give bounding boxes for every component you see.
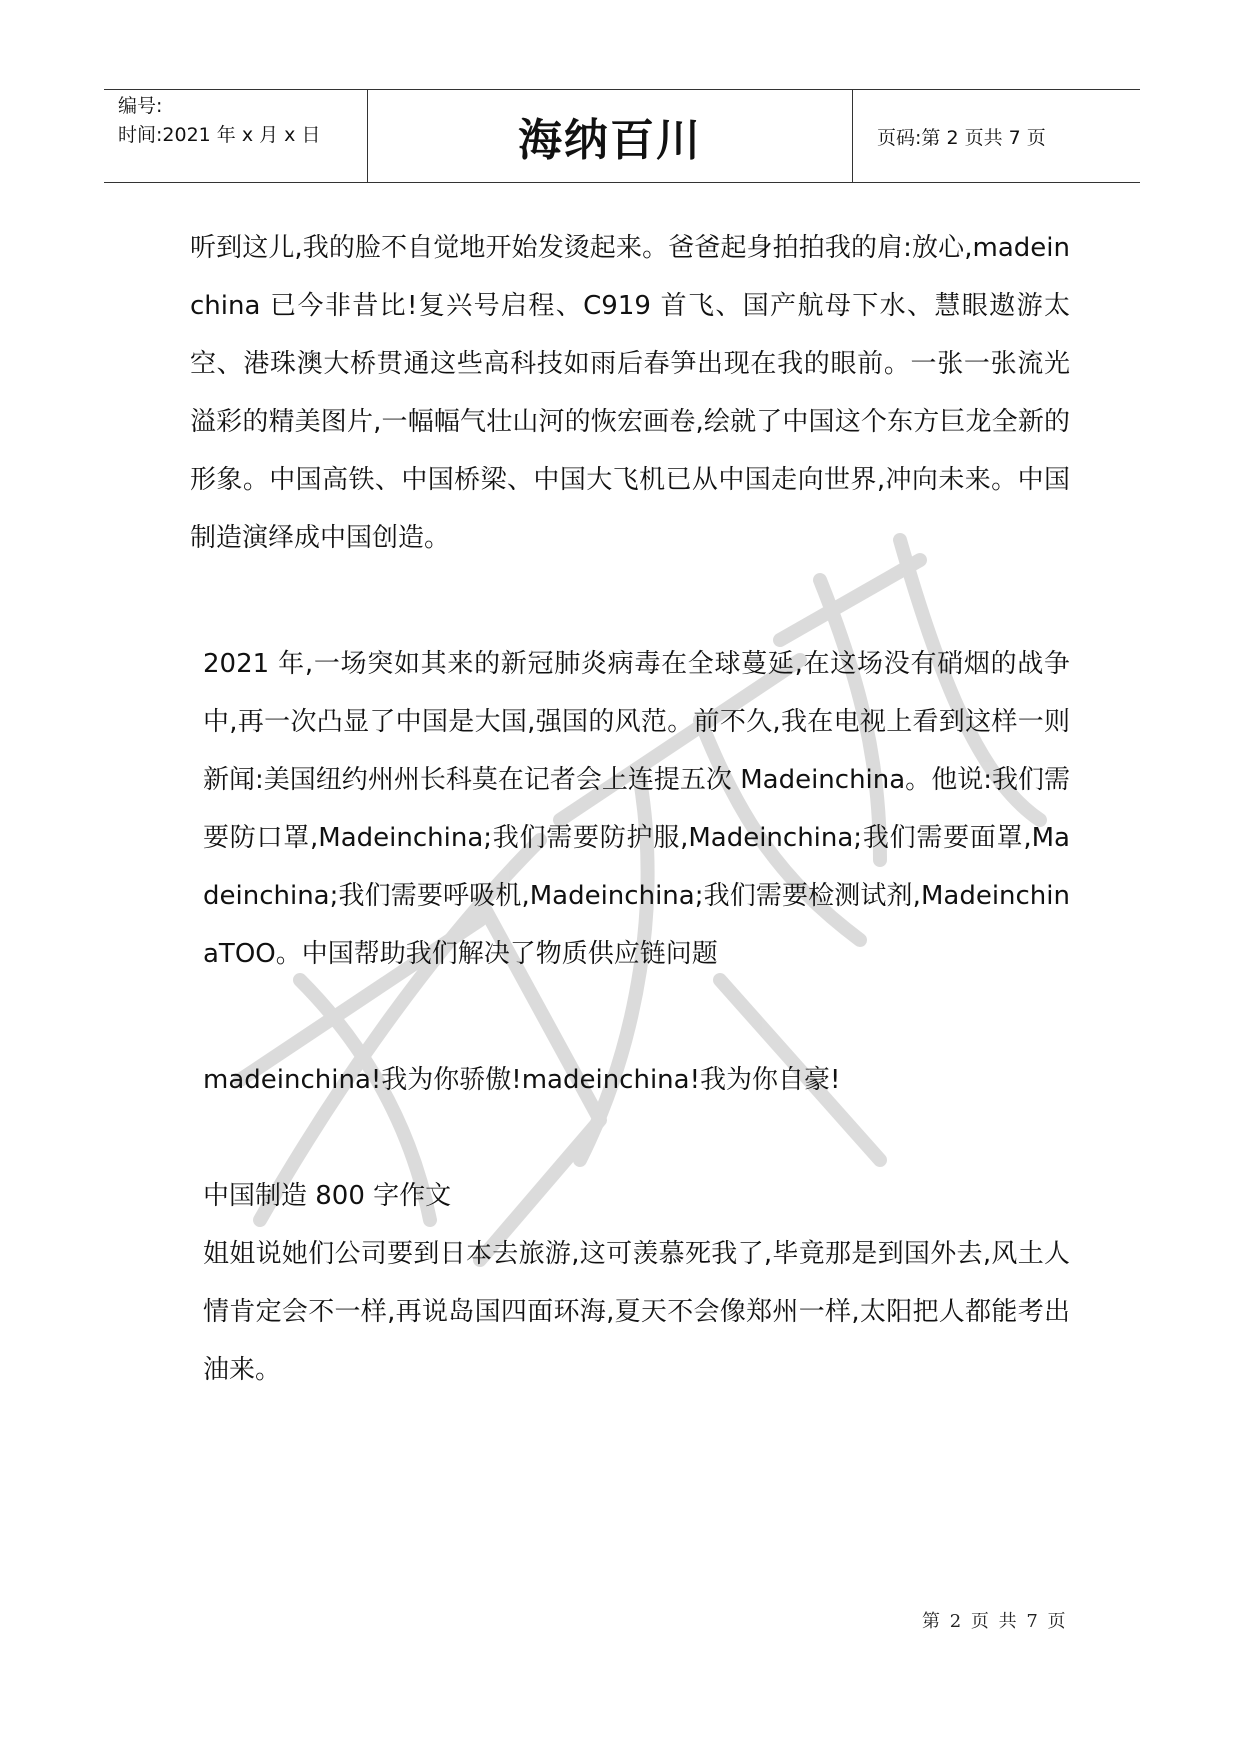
number-label: 编号: — [118, 95, 163, 117]
paragraph-3: madeinchina!我为你骄傲!madeinchina!我为你自豪! — [203, 1065, 841, 1095]
paragraph-spacer — [190, 567, 1070, 635]
paragraph-spacer — [190, 983, 1070, 1051]
paragraph-spacer — [190, 1109, 1070, 1167]
header-title: 海纳百川 — [368, 90, 853, 182]
header-meta — [104, 90, 368, 182]
time-label: 时间:2021 年 x 月 x 日 — [118, 124, 321, 146]
header-page-label: 页码:第 2 页共 7 页 — [877, 126, 1046, 149]
paragraph-1: 听到这儿,我的脸不自觉地开始发烫起来。爸爸起身拍拍我的肩:放心,madeinchina 已今非昔比!复兴号启程、C919 首飞、国产航母下水、慧眼遨游太空、港珠澳大桥贯通这些高科技如雨后春笋出现在我的眼前。一张一张流光溢彩的精美图片,一幅幅气壮山河的恢宏画卷,绘就了中国这个东方巨龙全新的形象。中国高铁、中国桥梁、中国大飞机已从中国走向世界,冲向未来。中国制造演绎成中国创造。 — [190, 233, 1070, 553]
document-body — [190, 219, 1070, 1399]
page-footer: 第 2 页 共 7 页 — [922, 1611, 1066, 1632]
document-header — [104, 89, 1140, 183]
paragraph-5: 姐姐说她们公司要到日本去旅游,这可羡慕死我了,毕竟那是到国外去,风土人情肯定会不一样,再说岛国四面环海,夏天不会像郑州一样,太阳把人都能考出油来。 — [203, 1239, 1070, 1385]
paragraph-2: 2021 年,一场突如其来的新冠肺炎病毒在全球蔓延,在这场没有硝烟的战争中,再一次凸显了中国是大国,强国的风范。前不久,我在电视上看到这样一则新闻:美国纽约州州长科莫在记者会上连提五次 Madeinchina。他说:我们需要防口罩,Madeinchina;我们需要防护服,Madeinchina;我们需要面罩,Madeinchina;我们需要呼吸机,Madeinchina;我们需要检测试剂,MadeinchinaTOO。中国帮助我们解决了物质供应链问题 — [203, 649, 1070, 969]
essay-subtitle: 中国制造 800 字作文 — [203, 1181, 452, 1211]
